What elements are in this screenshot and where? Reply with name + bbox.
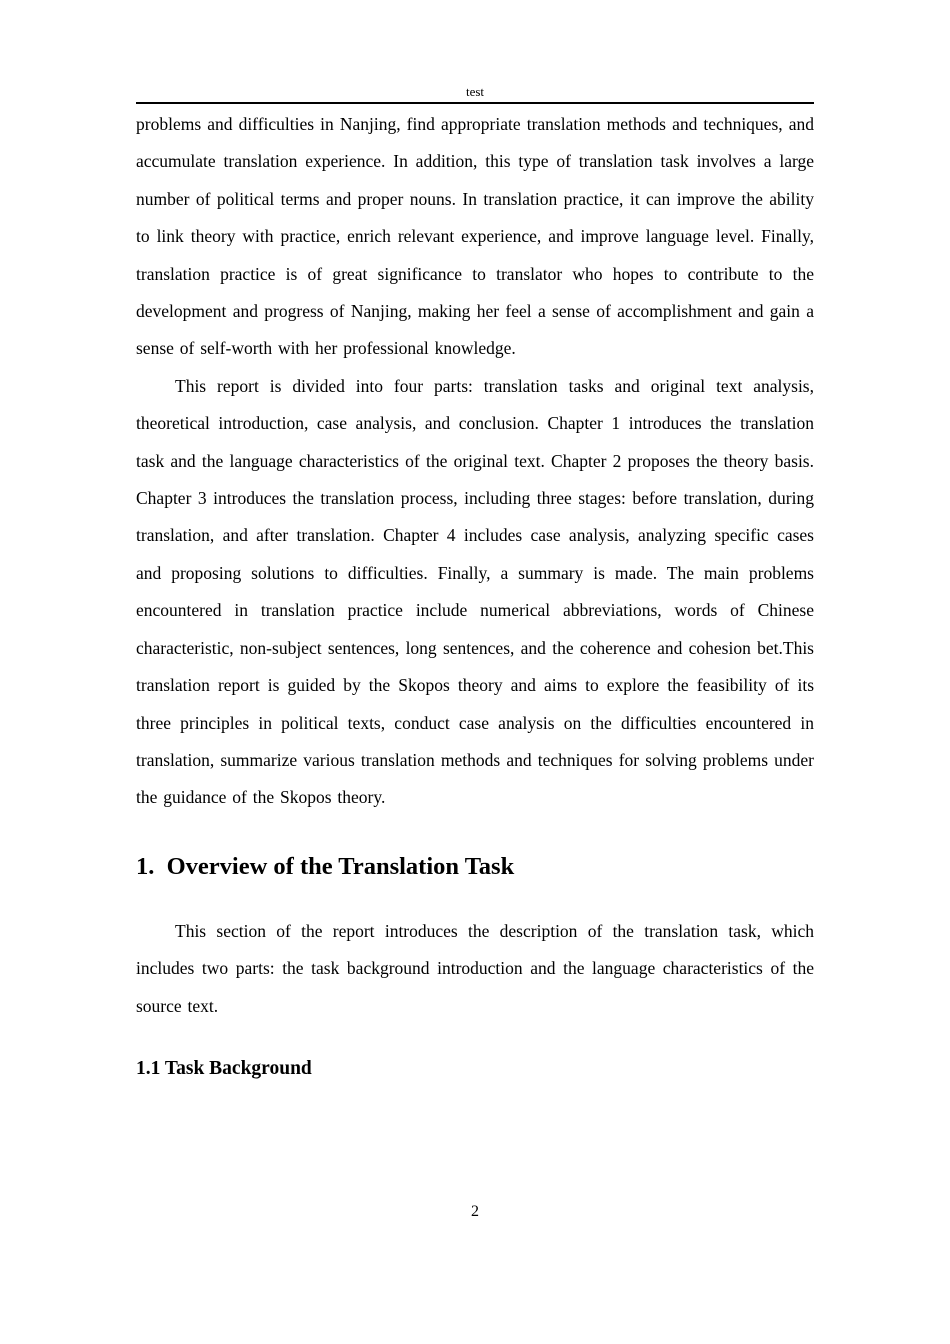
section-heading-overview: 1. Overview of the Translation Task xyxy=(136,852,515,880)
document-body xyxy=(136,106,814,1082)
paragraph-report-structure: This report is divided into four parts: translation tasks and original text analysis, theoretical introduction, case analysis, and conclusion. Chapter 1 introduces the translation task and the language characteristics of the original text. Chapter 2 proposes the theory basis. Chapter 3 introduces the translation process, including three stages: before translation, during translation, and after translation. Chapter 4 includes case analysis, analyzing specific cases and proposing solutions to difficulties. Finally, a summary is made. The main problems encountered in translation practice include numerical abbreviations, words of Chinese characteristic, non-subject sentences, long sentences, and the coherence and cohesion bet.This translation report is guided by the Skopos theory and aims to explore the feasibility of its three principles in political texts, conduct case analysis on the difficulties encountered in translation, summarize various translation methods and techniques for solving problems under the guidance of the Skopos theory. xyxy=(136,375,814,808)
page-number: 2 xyxy=(471,1203,479,1220)
page-header xyxy=(136,84,814,100)
paragraph-section-intro: This section of the report introduces the description of the translation task, which includes two parts: the task background introduction and the language characteristics of the source text. xyxy=(136,920,814,1016)
header-text: test xyxy=(465,84,485,99)
subsection-heading-task-background: 1.1 Task Background xyxy=(136,1057,312,1079)
paragraph-continuation: problems and difficulties in Nanjing, find appropriate translation methods and techniques, and accumulate translation experience. In addition, this type of translation task involves a large number of political terms and proper nouns. In translation practice, it can improve the ability to link theory with practice, enrich relevant experience, and improve language level. Finally, translation practice is of great significance to translator who hopes to contribute to the development and progress of Nanjing, making her feel a sense of accomplishment and gain a sense of self-worth with her professional knowledge. xyxy=(136,114,814,359)
header-rule xyxy=(136,102,814,104)
page-footer xyxy=(136,1202,814,1222)
